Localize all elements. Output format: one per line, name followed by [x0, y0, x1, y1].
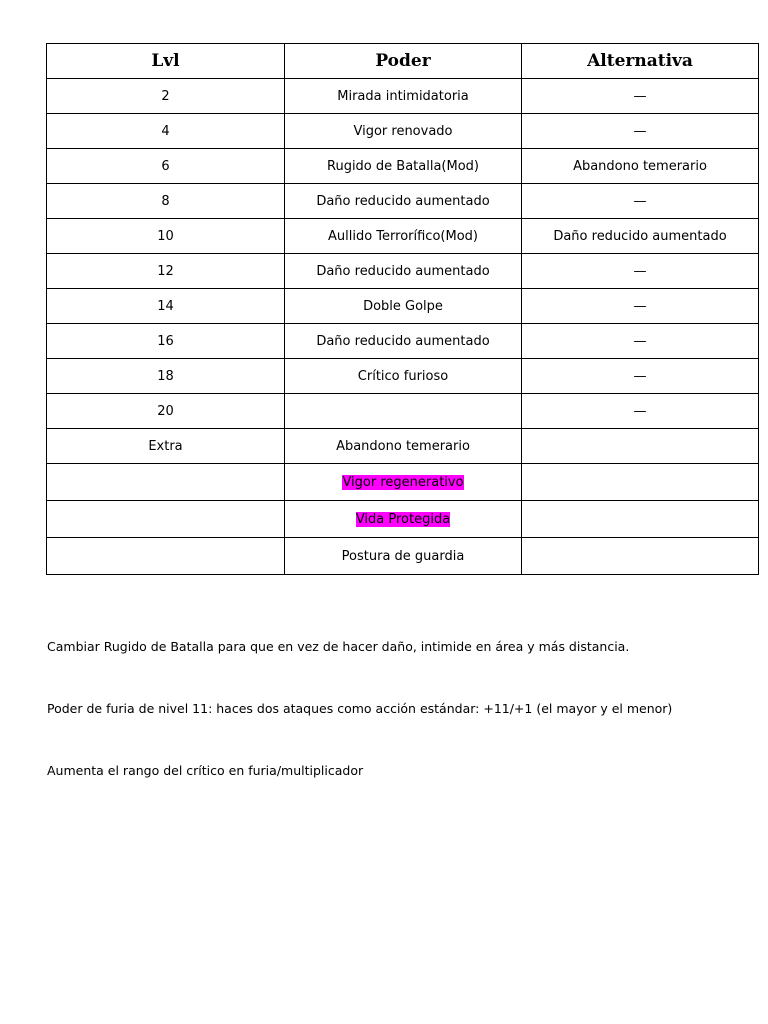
cell-alternativa: [522, 538, 759, 575]
note-rugido: Cambiar Rugido de Batalla para que en vez de hacer daño, intimide en área y más distancia.: [47, 639, 630, 654]
cell-poder: Aullido Terrorífico(Mod): [285, 219, 522, 254]
powers-table: [46, 43, 759, 575]
table-row: [47, 394, 759, 429]
table-row: [47, 429, 759, 464]
cell-alternativa: Abandono temerario: [522, 149, 759, 184]
cell-alternativa: —: [522, 359, 759, 394]
cell-lvl: 18: [47, 359, 285, 394]
table-row: [47, 464, 759, 501]
table-row: [47, 184, 759, 219]
cell-poder: [285, 464, 522, 501]
table-row: [47, 114, 759, 149]
cell-poder: [285, 394, 522, 429]
cell-lvl: 8: [47, 184, 285, 219]
cell-poder: Doble Golpe: [285, 289, 522, 324]
cell-lvl: 4: [47, 114, 285, 149]
cell-alternativa: —: [522, 184, 759, 219]
cell-lvl: [47, 501, 285, 538]
header-alternativa: Alternativa: [522, 44, 759, 79]
table-row: [47, 289, 759, 324]
cell-poder: Crítico furioso: [285, 359, 522, 394]
table-header-row: [47, 44, 759, 79]
table-row: [47, 538, 759, 575]
cell-alternativa: —: [522, 254, 759, 289]
note-rango-critico: Aumenta el rango del crítico en furia/multiplicador: [47, 763, 364, 778]
cell-alternativa: [522, 429, 759, 464]
cell-alternativa: Daño reducido aumentado: [522, 219, 759, 254]
table-row: [47, 324, 759, 359]
table-row: [47, 79, 759, 114]
cell-alternativa: [522, 464, 759, 501]
cell-alternativa: —: [522, 79, 759, 114]
cell-alternativa: —: [522, 324, 759, 359]
header-lvl: Lvl: [47, 44, 285, 79]
cell-lvl: 14: [47, 289, 285, 324]
cell-lvl: 6: [47, 149, 285, 184]
cell-lvl: [47, 538, 285, 575]
cell-lvl: 2: [47, 79, 285, 114]
cell-poder: [285, 501, 522, 538]
highlighted-power: Vida Protegida: [355, 511, 451, 527]
cell-poder: Daño reducido aumentado: [285, 254, 522, 289]
cell-alternativa: —: [522, 289, 759, 324]
cell-lvl: 10: [47, 219, 285, 254]
table-row: [47, 219, 759, 254]
cell-poder: Rugido de Batalla(Mod): [285, 149, 522, 184]
cell-poder: Daño reducido aumentado: [285, 184, 522, 219]
table-row: [47, 501, 759, 538]
cell-poder: Daño reducido aumentado: [285, 324, 522, 359]
cell-lvl: 20: [47, 394, 285, 429]
cell-poder: Abandono temerario: [285, 429, 522, 464]
table-row: [47, 254, 759, 289]
table-row: [47, 359, 759, 394]
cell-lvl: 12: [47, 254, 285, 289]
cell-poder: Postura de guardia: [285, 538, 522, 575]
cell-poder: Vigor renovado: [285, 114, 522, 149]
cell-poder: Mirada intimidatoria: [285, 79, 522, 114]
note-furia-nivel-11: Poder de furia de nivel 11: haces dos ataques como acción estándar: +11/+1 (el mayor y el menor): [47, 701, 673, 716]
cell-lvl: Extra: [47, 429, 285, 464]
header-poder: Poder: [285, 44, 522, 79]
highlighted-power: Vigor regenerativo: [342, 474, 464, 490]
cell-lvl: 16: [47, 324, 285, 359]
cell-lvl: [47, 464, 285, 501]
table-row: [47, 149, 759, 184]
cell-alternativa: [522, 501, 759, 538]
cell-alternativa: —: [522, 394, 759, 429]
cell-alternativa: —: [522, 114, 759, 149]
